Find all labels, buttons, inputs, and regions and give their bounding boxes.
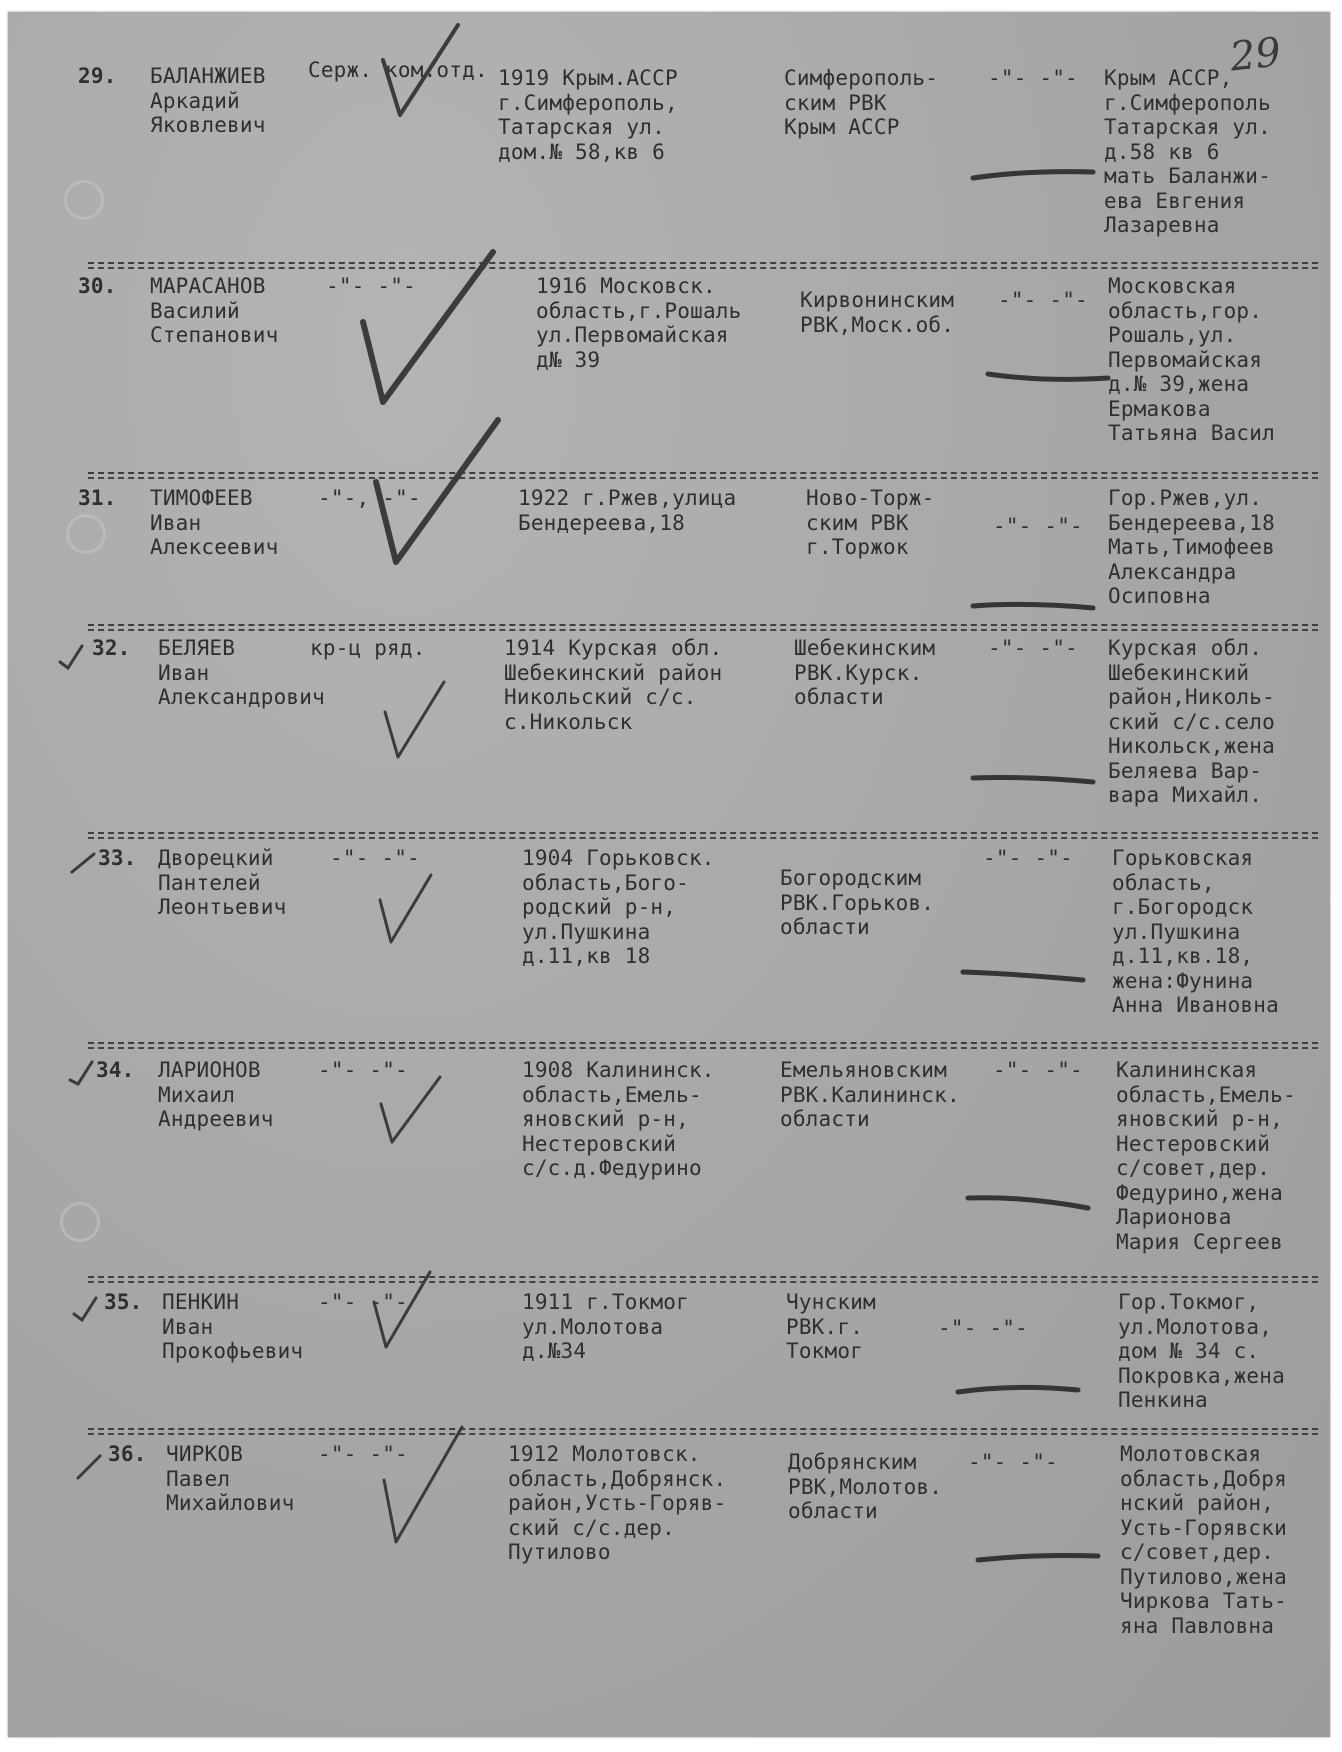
address-line: Лазаревна bbox=[1104, 213, 1220, 237]
birth-line: с/с.д.Федурино bbox=[522, 1156, 702, 1180]
underline-stroke-mark bbox=[968, 160, 1098, 190]
birth-line: 1914 Курская обл. bbox=[504, 636, 723, 660]
birth-line: ул.Первомайская bbox=[536, 323, 729, 347]
address-line: нский район, bbox=[1120, 1491, 1275, 1515]
punch-hole-mark bbox=[60, 1202, 100, 1242]
address-line: Ермакова bbox=[1108, 396, 1211, 421]
birth-line: 1916 Московск. bbox=[536, 274, 716, 298]
ditto-marks: -"- -"- bbox=[988, 66, 1078, 90]
rvk-line: Добрянским bbox=[788, 1450, 917, 1474]
tick-icon bbox=[56, 642, 86, 672]
rvk-line: РВК.Калининск. bbox=[780, 1082, 960, 1107]
ditto-marks: -"- -"- bbox=[998, 288, 1088, 312]
address-line: Бендереева,18 bbox=[1108, 510, 1275, 535]
underline-stroke-mark bbox=[958, 960, 1088, 990]
address-line: Крым АССР, bbox=[1104, 66, 1233, 90]
underline-stroke-mark bbox=[963, 1188, 1093, 1218]
address-line: Нестеровский bbox=[1116, 1131, 1271, 1156]
address-line: мать Баланжи- bbox=[1104, 164, 1271, 188]
rvk-line: Чунским bbox=[786, 1290, 876, 1314]
rvk-line: Симферополь- bbox=[784, 66, 939, 90]
first-name: Иван bbox=[150, 510, 202, 535]
first-name: Аркадий bbox=[150, 88, 240, 113]
patronymic: Михайлович bbox=[166, 1491, 295, 1515]
person-name bbox=[158, 636, 325, 710]
record-number: 33. bbox=[98, 846, 137, 870]
address-line: Пенкина bbox=[1118, 1388, 1208, 1412]
birth-line: д№ 39 bbox=[536, 347, 601, 372]
checkmark-icon bbox=[353, 242, 503, 422]
birth-line: Бендереева,18 bbox=[518, 510, 685, 535]
ditto-marks: -"- -"- bbox=[993, 1058, 1083, 1082]
rvk-line: РВК.Горьков. bbox=[780, 890, 935, 915]
underline-stroke-mark bbox=[973, 1544, 1103, 1574]
record-separator bbox=[88, 624, 1318, 626]
rvk-line: Богородским bbox=[780, 866, 922, 890]
rank: -"- -"- bbox=[330, 846, 420, 870]
ditto-marks: -"- -"- bbox=[983, 846, 1073, 870]
birth-info bbox=[508, 1442, 798, 1565]
birth-line: Татарская ул. bbox=[498, 115, 665, 139]
surname: ТИМОФЕЕВ bbox=[150, 486, 253, 510]
address-line: ева Евгения bbox=[1104, 188, 1246, 213]
address-line: д.58 кв 6 bbox=[1104, 139, 1220, 164]
address-line: Гор.Ржев,ул. bbox=[1108, 486, 1263, 510]
person-name bbox=[150, 486, 310, 560]
rvk-line: Емельяновским bbox=[780, 1058, 947, 1082]
birth-line: ский с/с.дер. bbox=[508, 1515, 675, 1540]
rvk-line: области bbox=[788, 1499, 878, 1523]
address-line: г.Богородск bbox=[1112, 895, 1254, 919]
record-separator bbox=[88, 1042, 1318, 1044]
rvk-line: РВК.Курск. bbox=[794, 660, 923, 685]
record-separator bbox=[88, 832, 1318, 834]
rvk-line: Ново-Торж- bbox=[806, 486, 935, 510]
birth-info bbox=[522, 1058, 812, 1181]
address-line: Мать,Тимофеев bbox=[1108, 535, 1275, 559]
address-line: жена:Фунина bbox=[1112, 968, 1254, 993]
record-number: 32. bbox=[92, 636, 131, 660]
address-line: Александра bbox=[1108, 559, 1237, 584]
address-line: район,Николь- bbox=[1108, 685, 1275, 709]
address-line: Федурино,жена bbox=[1116, 1180, 1283, 1205]
birth-line: 1911 г.Токмог bbox=[522, 1290, 689, 1314]
birth-line: ул.Молотова bbox=[522, 1314, 664, 1339]
birth-info bbox=[536, 274, 826, 372]
birth-line: Путилово bbox=[508, 1540, 611, 1564]
tick-icon bbox=[74, 1452, 104, 1482]
surname: БЕЛЯЕВ bbox=[158, 636, 236, 660]
first-name: Пантелей bbox=[158, 870, 261, 895]
birth-line: с.Никольск bbox=[504, 709, 633, 734]
address-line: Чиркова Тать- bbox=[1120, 1589, 1287, 1613]
record-separator bbox=[88, 262, 1318, 264]
surname: ЛАРИОНОВ bbox=[158, 1058, 261, 1082]
rank: -"-, -"- bbox=[318, 486, 421, 510]
patronymic: Яковлевич bbox=[150, 113, 266, 137]
birth-line: область,Добрянск. bbox=[508, 1466, 727, 1491]
address-line: Калининская bbox=[1116, 1058, 1258, 1082]
address-line: Горьковская bbox=[1112, 846, 1254, 870]
address-line: область,гор. bbox=[1108, 298, 1263, 323]
rvk-line: РВК.г. bbox=[786, 1314, 864, 1339]
document-page bbox=[8, 12, 1330, 1737]
address-line: Покровка,жена bbox=[1118, 1363, 1285, 1388]
rvk-line: Шебекинским bbox=[794, 636, 936, 660]
birth-line: г.Симферополь, bbox=[498, 90, 678, 115]
address-line: с/совет,дер. bbox=[1116, 1156, 1271, 1180]
address-line: Рошаль,ул. bbox=[1108, 323, 1237, 347]
birth-line: 1919 Крым.АССР bbox=[498, 66, 678, 90]
address-line: с/совет,дер. bbox=[1120, 1540, 1275, 1564]
address-line: вара Михайл. bbox=[1108, 783, 1263, 807]
first-name: Павел bbox=[166, 1466, 231, 1491]
birth-line: д.№34 bbox=[522, 1339, 587, 1363]
record-separator bbox=[88, 1276, 1318, 1278]
patronymic: Александрович bbox=[158, 685, 325, 709]
rvk-line: г.Торжок bbox=[806, 535, 909, 559]
family-address bbox=[1120, 1442, 1330, 1638]
draft-office bbox=[788, 1450, 988, 1524]
person-name bbox=[158, 1058, 318, 1132]
birth-line: 1912 Молотовск. bbox=[508, 1442, 701, 1466]
address-line: ул.Пушкина bbox=[1112, 919, 1241, 944]
person-name bbox=[162, 1290, 322, 1364]
checkmark-icon bbox=[376, 1072, 446, 1152]
family-address bbox=[1108, 486, 1330, 609]
checkmark-icon bbox=[376, 870, 436, 950]
checkmark-icon bbox=[380, 677, 450, 767]
birth-line: 1922 г.Ржев,улица bbox=[518, 486, 737, 510]
record-separator bbox=[88, 472, 1318, 474]
address-line: область,Добря bbox=[1120, 1466, 1287, 1491]
patronymic: Леонтьевич bbox=[158, 895, 287, 919]
rvk-line: Крым АССР bbox=[784, 115, 900, 139]
rank: Серж. ком.отд. bbox=[308, 58, 488, 82]
tick-icon bbox=[70, 1294, 100, 1324]
ditto-marks: -"- -"- bbox=[968, 1450, 1058, 1474]
address-line: Татарская ул. bbox=[1104, 115, 1271, 139]
birth-line: область,Бого- bbox=[522, 870, 689, 895]
address-line: Никольск,жена bbox=[1108, 734, 1275, 758]
birth-line: 1904 Горьковск. bbox=[522, 846, 715, 870]
address-line: г.Симферополь bbox=[1104, 90, 1271, 115]
rank: -"- -"- bbox=[326, 274, 416, 298]
birth-info bbox=[522, 846, 812, 969]
address-line: Усть-Горявски bbox=[1120, 1515, 1287, 1540]
person-name bbox=[158, 846, 318, 920]
rank: -"- -"- bbox=[318, 1442, 408, 1466]
birth-info bbox=[518, 486, 808, 535]
address-line: д.№ 39,жена bbox=[1108, 372, 1250, 396]
address-line: Путилово,жена bbox=[1120, 1564, 1287, 1589]
address-line: Осиповна bbox=[1108, 584, 1211, 608]
family-address bbox=[1112, 846, 1330, 1018]
ditto-marks: -"- -"- bbox=[993, 514, 1083, 538]
birth-line: ул.Пушкина bbox=[522, 919, 651, 944]
punch-hole-mark bbox=[64, 180, 104, 220]
patronymic: Алексеевич bbox=[150, 535, 279, 559]
rvk-line: области bbox=[794, 685, 884, 709]
underline-stroke-mark bbox=[953, 1376, 1083, 1406]
person-name bbox=[150, 274, 310, 348]
address-line: Курская обл. bbox=[1108, 636, 1263, 660]
rvk-line: РВК,Моск.об. bbox=[800, 312, 955, 337]
first-name: Иван bbox=[158, 660, 210, 685]
person-name bbox=[166, 1442, 326, 1516]
rank: кр-ц ряд. bbox=[310, 636, 426, 660]
address-line: ул.Молотова, bbox=[1118, 1314, 1273, 1339]
address-line: Московская bbox=[1108, 274, 1237, 298]
draft-office bbox=[806, 486, 1006, 560]
first-name: Василий bbox=[150, 298, 240, 323]
family-address bbox=[1104, 66, 1330, 238]
birth-info bbox=[504, 636, 794, 734]
record-number: 35. bbox=[104, 1290, 143, 1314]
patronymic: Андреевич bbox=[158, 1107, 274, 1131]
birth-line: родский р-н, bbox=[522, 895, 677, 919]
underline-stroke-mark bbox=[968, 592, 1098, 622]
surname: БАЛАНЖИЕВ bbox=[150, 64, 266, 88]
address-line: Беляева Вар- bbox=[1108, 758, 1263, 783]
address-line: область, bbox=[1112, 870, 1215, 895]
birth-line: д.11,кв 18 bbox=[522, 944, 651, 968]
rank: -"- -"- bbox=[318, 1058, 408, 1082]
tick-icon bbox=[68, 850, 98, 880]
family-address bbox=[1116, 1058, 1330, 1254]
rvk-line: Кирвонинским bbox=[800, 288, 955, 312]
draft-office bbox=[800, 288, 1000, 337]
surname: ЧИРКОВ bbox=[166, 1442, 244, 1466]
record-number: 29. bbox=[78, 64, 117, 88]
birth-line: район,Усть-Горяв- bbox=[508, 1491, 727, 1515]
rvk-line: ским РВК bbox=[806, 510, 909, 535]
address-line: яновский р-н, bbox=[1116, 1107, 1283, 1131]
address-line: яна Павловна bbox=[1120, 1613, 1275, 1638]
surname: Дворецкий bbox=[158, 846, 274, 870]
address-line: дом № 34 с. bbox=[1118, 1339, 1260, 1363]
rvk-line: ским РВК bbox=[784, 90, 887, 115]
rank: -"- -"- bbox=[318, 1290, 408, 1314]
birth-line: область,Емель- bbox=[522, 1082, 702, 1107]
birth-line: 1908 Калининск. bbox=[522, 1058, 715, 1082]
address-line: Первомайская bbox=[1108, 347, 1263, 372]
ditto-marks: -"- -"- bbox=[938, 1316, 1028, 1340]
birth-line: область,г.Рошаль bbox=[536, 298, 742, 323]
patronymic: Прокофьевич bbox=[162, 1339, 304, 1363]
address-line: область,Емель- bbox=[1116, 1082, 1296, 1107]
family-address bbox=[1118, 1290, 1330, 1413]
address-line: Шебекинский bbox=[1108, 660, 1250, 685]
birth-info bbox=[498, 66, 788, 164]
draft-office bbox=[780, 866, 980, 940]
rvk-line: Токмог bbox=[786, 1339, 864, 1363]
birth-line: Нестеровский bbox=[522, 1131, 677, 1156]
rvk-line: области bbox=[780, 915, 870, 939]
birth-line: Никольский с/с. bbox=[504, 685, 697, 709]
draft-office bbox=[794, 636, 994, 710]
ditto-marks: -"- -"- bbox=[988, 636, 1078, 660]
birth-line: дом.№ 58,кв 6 bbox=[498, 139, 665, 164]
address-line: Гор.Токмог, bbox=[1118, 1290, 1260, 1314]
address-line: д.11,кв.18, bbox=[1112, 944, 1254, 968]
birth-line: яновский р-н, bbox=[522, 1107, 689, 1131]
punch-hole-mark bbox=[66, 514, 106, 554]
family-address bbox=[1108, 274, 1330, 446]
address-line: Татьяна Васил bbox=[1108, 421, 1275, 445]
underline-stroke-mark bbox=[983, 362, 1113, 392]
tick-icon bbox=[66, 1058, 96, 1088]
birth-line: Шебекинский район bbox=[504, 660, 723, 685]
address-line: Молотовская bbox=[1120, 1442, 1262, 1466]
rvk-line: РВК,Молотов. bbox=[788, 1474, 943, 1499]
surname: МАРАСАНОВ bbox=[150, 274, 266, 298]
record-number: 30. bbox=[78, 274, 117, 298]
draft-office bbox=[784, 66, 984, 140]
draft-office bbox=[780, 1058, 980, 1132]
address-line: Мария Сергеев bbox=[1116, 1229, 1283, 1254]
family-address bbox=[1108, 636, 1330, 808]
address-line: ский с/с.село bbox=[1108, 709, 1275, 734]
person-name bbox=[150, 64, 310, 138]
surname: ПЕНКИН bbox=[162, 1290, 240, 1314]
record-number: 31. bbox=[78, 486, 117, 510]
address-line: Ларионова bbox=[1116, 1205, 1232, 1229]
record-separator bbox=[88, 1428, 1318, 1430]
first-name: Иван bbox=[162, 1314, 214, 1339]
record-number: 34. bbox=[96, 1058, 135, 1082]
birth-info bbox=[522, 1290, 812, 1364]
first-name: Михаил bbox=[158, 1082, 236, 1107]
page-number: 29 bbox=[1227, 29, 1284, 81]
record-number: 36. bbox=[108, 1442, 147, 1466]
patronymic: Степанович bbox=[150, 323, 279, 347]
address-line: Анна Ивановна bbox=[1112, 993, 1279, 1017]
underline-stroke-mark bbox=[968, 764, 1098, 794]
rvk-line: области bbox=[780, 1107, 870, 1131]
